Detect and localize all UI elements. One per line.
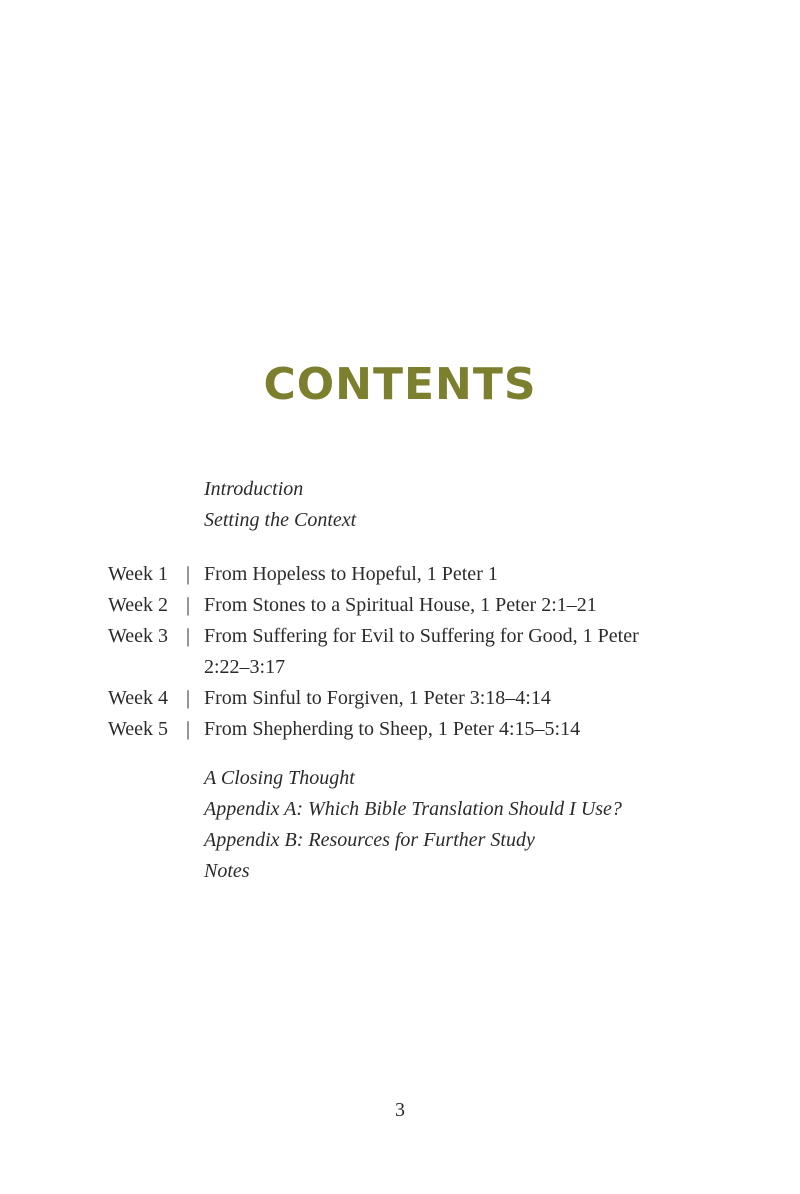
- week-label: Week 4: [108, 687, 169, 709]
- week-label: Week 3: [108, 625, 169, 647]
- toc-entry-setting-the-context[interactable]: Setting the Context: [204, 509, 357, 531]
- week-label: Week 1: [108, 563, 169, 585]
- week-title: From Hopeless to Hopeful, 1 Peter 1: [204, 563, 498, 585]
- toc-entry-notes[interactable]: Notes: [204, 860, 250, 882]
- week-title: From Sinful to Forgiven, 1 Peter 3:18–4:14: [204, 687, 551, 709]
- front-matter-list: [204, 474, 356, 536]
- week-title: From Suffering for Evil to Suffering for Good, 1 Peter 2:22–3:17: [204, 625, 639, 678]
- page-number: 3: [395, 1099, 405, 1121]
- toc-entry-appendix-b[interactable]: Appendix B: Resources for Further Study: [204, 829, 535, 851]
- week-label: Week 2: [108, 594, 169, 616]
- toc-entry-week-3[interactable]: [108, 621, 684, 683]
- weeks-list: [108, 559, 684, 745]
- toc-entry-appendix-a[interactable]: Appendix A: Which Bible Translation Should I Use?: [204, 798, 622, 820]
- week-separator: |: [186, 687, 191, 709]
- week-title: From Stones to a Spiritual House, 1 Peter 2:1–21: [204, 594, 597, 616]
- week-label: Week 5: [108, 718, 169, 740]
- toc-entry-closing-thought[interactable]: A Closing Thought: [204, 767, 355, 789]
- toc-entry-introduction[interactable]: Introduction: [204, 478, 304, 500]
- week-separator: |: [186, 563, 191, 585]
- week-separator: |: [186, 594, 191, 616]
- week-separator: |: [186, 625, 191, 647]
- back-matter-list: [204, 763, 622, 887]
- toc-entry-week-2[interactable]: [108, 590, 684, 621]
- week-title: From Shepherding to Sheep, 1 Peter 4:15–5:14: [204, 718, 581, 740]
- page-title: CONTENTS: [263, 359, 537, 411]
- week-separator: |: [186, 718, 191, 740]
- toc-entry-week-1[interactable]: [108, 559, 684, 590]
- toc-entry-week-4[interactable]: [108, 683, 684, 714]
- toc-entry-week-5[interactable]: [108, 714, 684, 745]
